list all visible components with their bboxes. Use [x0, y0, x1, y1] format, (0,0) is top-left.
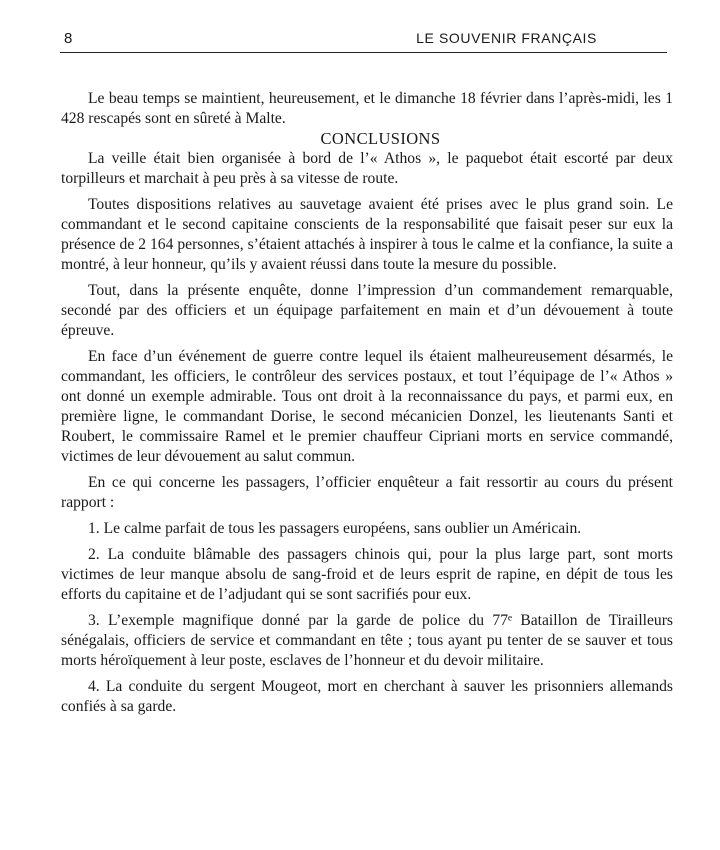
paragraph: En ce qui concerne les passagers, l’officier enquêteur a fait ressortir au cours du présent rapport : [61, 474, 673, 511]
running-title: LE SOUVENIR FRANÇAIS [416, 30, 597, 46]
list-item: 4. La conduite du sergent Mougeot, mort en cherchant à sauver les prisonniers allemands confiés à sa garde. [61, 678, 673, 715]
paragraph: Toutes dispositions relatives au sauvetage avaient été prises avec le plus grand soin. Le commandant et le second capitaine conscients de la responsabilité que faisait peser sur eux la présence de 2 164 personnes, s’étaient attachés à inspirer à tous le calme et la confiance, la suite a montré, à leur honneur, qu’ils y avaient réussi dans toute la mesure du possible. [61, 196, 673, 273]
section-heading: CONCLUSIONS [320, 129, 441, 148]
page-number: 8 [64, 30, 73, 47]
paragraph: En face d’un événement de guerre contre lequel ils étaient malheureusement désarmés, le commandant, les officiers, le contrôleur des services postaux, et tout l’équipage de l’« Athos » ont donné un exemple admirable. Tous ont droit à la reconnaissance du pays, et parmi eux, en première ligne, le commandant Dorise, le second mécanicien Donzel, les lieutenants Santi et Roubert, le commissaire Ramel et le premier chauffeur Cipriani morts en service commandé, victimes de leur dévouement au salut commun. [61, 348, 673, 465]
page-header [60, 30, 667, 53]
paragraph: La veille était bien organisée à bord de l’« Athos », le paquebot était escorté par deux torpilleurs et marchait à peu près à sa vitesse de route. [61, 150, 673, 187]
list-item: 1. Le calme parfait de tous les passagers européens, sans oublier un Américain. [88, 520, 582, 537]
paragraph: Tout, dans la présente enquête, donne l’impression d’un commandement remarquable, secondé par des officiers et un équipage parfaitement en main et d’un dévouement à toute épreuve. [61, 282, 673, 339]
intro-paragraph: Le beau temps se maintient, heureusement, et le dimanche 18 février dans l’après-midi, les 1 428 rescapés sont en sûreté à Malte. [61, 90, 673, 127]
list-item: 2. La conduite blâmable des passagers chinois qui, pour la plus large part, sont morts victimes de leur manque absolu de sang-froid et de leurs esprit de rapine, en dépit de tous les efforts du capitaine et de l’adjudant qui se sont sacrifiés pour eux. [61, 546, 673, 603]
list-item: 3. L’exemple magnifique donné par la garde de police du 77ᵉ Bataillon de Tirailleurs sénégalais, officiers de service et commandant en tête ; tous ayant pu tenter de se sauver et tous morts héroïquement à leur poste, esclaves de l’honneur et du devoir militaire. [61, 612, 673, 669]
page-body [61, 89, 673, 717]
